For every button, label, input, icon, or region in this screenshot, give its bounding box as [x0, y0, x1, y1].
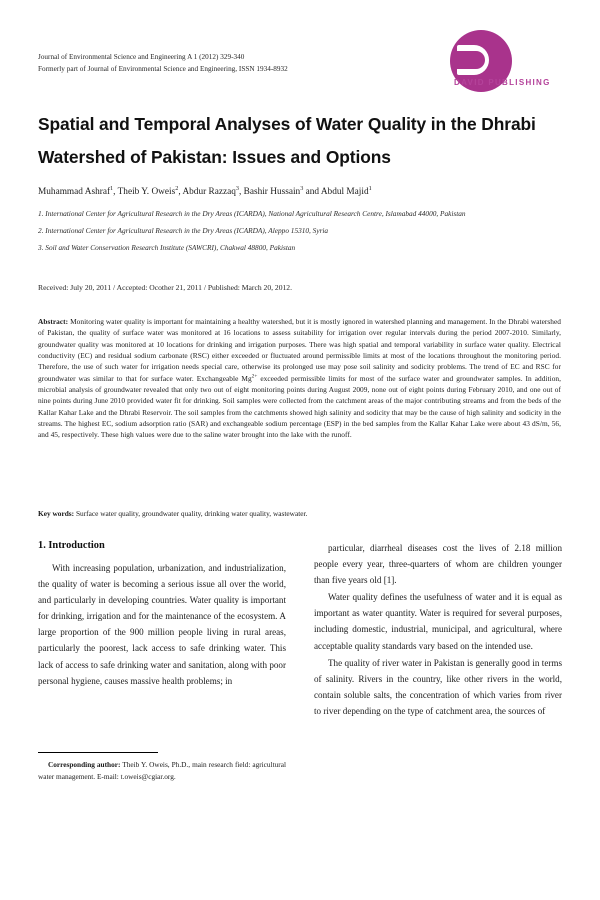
footnote-text: Theib Y. Oweis, Ph.D., main research field: agricultural water management. E-mail: t.oweis@cgiar.org. [38, 760, 286, 781]
paragraph: With increasing population, urbanization, and industrialization, the quality of water is becoming a serious issue all over the world, and particularly in developing countries. Water quality is important for drinking, irrigation and for the maintenance of the ecosystem. A large proportion of the 900 million people living in rural areas, particularly the poorest, lack access to safe drinking water. This lack of access to safe drinking water and sanitation, along with poor personal hygiene, causes massive health problems; in [38, 563, 286, 686]
logo-letter-d-notch [457, 51, 466, 69]
column-right [314, 540, 562, 720]
masthead-line-2: Formerly part of Journal of Environmental Science and Engineering, ISSN 1934-8932 [38, 64, 288, 73]
paper-title: Spatial and Temporal Analyses of Water Quality in the Dhrabi Watershed of Pakistan: Issues and Options [38, 114, 536, 167]
abstract-label: Abstract: [38, 317, 69, 326]
publisher-name: DAVID PUBLISHING [454, 78, 551, 87]
footnote-divider [38, 752, 158, 753]
keywords-section [38, 508, 561, 519]
journal-masthead [38, 52, 418, 75]
section-heading-introduction: 1. Introduction [38, 540, 105, 551]
keywords-label: Key words: [38, 509, 75, 518]
affiliation-item: 2. International Center for Agricultural Research in the Dry Areas (ICARDA), Aleppo 15310, Syria [38, 226, 329, 236]
paragraph: particular, diarrheal diseases cost the lives of 2.18 million people every year, three-quarters of whom are children younger than five years old [1]. [314, 543, 562, 586]
affiliation-item: 1. International Center for Agricultural Research in the Dry Areas (ICARDA), National Agricultural Research Centre, Islamabad 44000, Pakistan [38, 209, 466, 218]
publisher-logo [440, 28, 570, 100]
footnote-label: Corresponding author: [48, 760, 121, 769]
abstract-text: Monitoring water quality is important for maintaining a healthy watershed, but it is mostly ignored in watershed planning and management. In the Dhrabi watershed of Pakistan, the quality of surface water was monitored at 16 locations to assess suitability for irrigation over regular intervals during the period 2007-2010. Similarly, groundwater quality was monitored at 10 locations for drinking and irrigation purposes. There was high spatial and temporal variability in surface water quality. Electrical conductivity (EC) and residual sodium carbonate (RSC) either exceeded or fluctuated around permissible limits at most of the locations throughout the monitoring period. Therefore, the use of such water for irrigation needs special care, otherwise its prolonged use may pose soil salinity and sodicity problems. The trend of EC and RSC for groundwater was similar to that for surface water. Exchangeable $Mg^{2+}$ exceeded permissible limits for most of the surface water and groundwater samples. In addition, microbial analysis of groundwater revealed that only two out of eight monitoring points during August 2009, none out of eight points during February 2010, and one out of nine points during June 2010 provided water fit for drinking. Soil samples were collected from the catchment areas of the major contributing streams and from the beds of the Kallar Kahar Lake and the Dhrabi Reservoir. The soil samples from the catchments showed high salinity and sodicity that may be the cause of high salinity and sodicity in the streams. The highest EC, sodium adsorption ratio (SAR) and exchangeable sodium percentage (ESP) in the bed samples from the Kallar Kahar Lake were about 43 dS/m, 56, and 45, respectively. These high values were due to the saline water brought into the lake with the runoff. [38, 317, 562, 440]
keywords-text: Surface water quality, groundwater quality, drinking water quality, wastewater. [74, 509, 308, 518]
paragraph: Water quality defines the usefulness of water and it is equal as important as water quantity. Water is required for several purposes, including domestic, industrial, municipal, and agricultural, where acceptable quality standards vary based on the intended use. [314, 592, 562, 651]
masthead-line-1: Journal of Environmental Science and Engineering A 1 (2012) 329-340 [38, 53, 245, 61]
logo-letter-d-counter [463, 51, 485, 69]
body-columns [38, 540, 562, 860]
abstract-section [38, 316, 561, 441]
corresponding-author-footnote [38, 759, 286, 782]
paragraph: The quality of river water in Pakistan is generally good in terms of salinity. Rivers in the country, like other rivers in the world, contain soluble salts, the concentration of which varies from river to river depending on the type of catchment area, the sources of [314, 657, 562, 716]
publication-dates: Received: July 20, 2011 / Accepted: Ocother 21, 2011 / Published: March 20, 2012. [38, 283, 292, 292]
affiliation-list [38, 208, 548, 259]
author-list: Muhammad Ashraf$^1$, Theib Y. Oweis$^2$, Abdur Razzaq$^3$, Bashir Hussain$^3$ and Abdul Majid$^1$ [38, 184, 372, 197]
affiliation-item: 3. Soil and Water Conservation Research Institute (SAWCRI), Chakwal 48800, Pakistan [38, 243, 296, 253]
column-left [38, 540, 286, 690]
